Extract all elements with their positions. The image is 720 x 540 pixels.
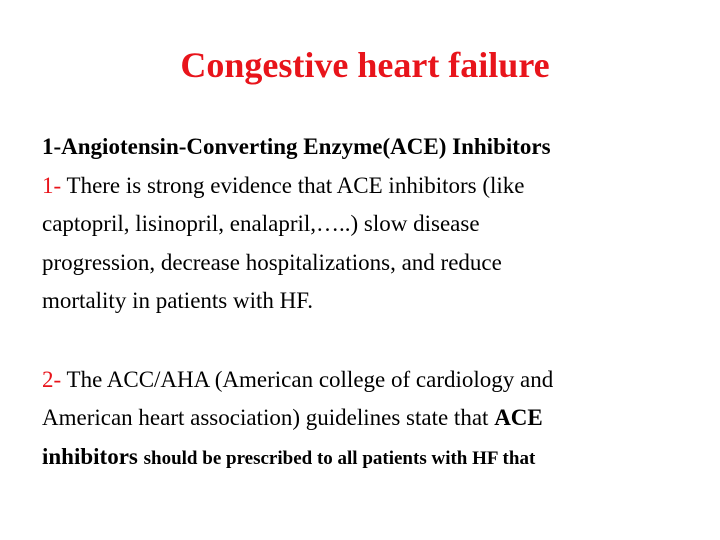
- point-2-line-3: [42, 438, 662, 479]
- slide-title: Congestive heart failure: [180, 45, 550, 85]
- point-2-number: 2-: [42, 366, 62, 392]
- slide-body: [42, 128, 662, 478]
- point-1-line-4: mortality in patients with HF.: [42, 288, 313, 313]
- point-2-line-2: [42, 399, 662, 438]
- point-1-text-1: There is strong evidence that ACE inhibitors (like: [66, 172, 525, 198]
- point-2-inhibitors-bold: inhibitors: [42, 443, 138, 469]
- paragraph-gap: [42, 321, 662, 361]
- point-1-number: 1-: [42, 172, 62, 198]
- point-1-line-1: [42, 167, 662, 206]
- point-2-ace-bold: ACE: [494, 405, 543, 430]
- point-2-text-3: should be prescribed to all patients with HF that: [143, 447, 536, 469]
- point-2-text-2: American heart association) guidelines state that: [42, 405, 489, 430]
- point-1-line-2: captopril, lisinopril, enalapril,…..) slow disease: [42, 211, 480, 236]
- section-heading: 1-Angiotensin-Converting Enzyme(ACE) Inhibitors: [42, 134, 551, 159]
- point-2-line-1: [42, 361, 662, 400]
- point-1-line-3: progression, decrease hospitalizations, and reduce: [42, 249, 502, 275]
- point-2-text-1: The ACC/AHA (American college of cardiology and: [66, 366, 554, 392]
